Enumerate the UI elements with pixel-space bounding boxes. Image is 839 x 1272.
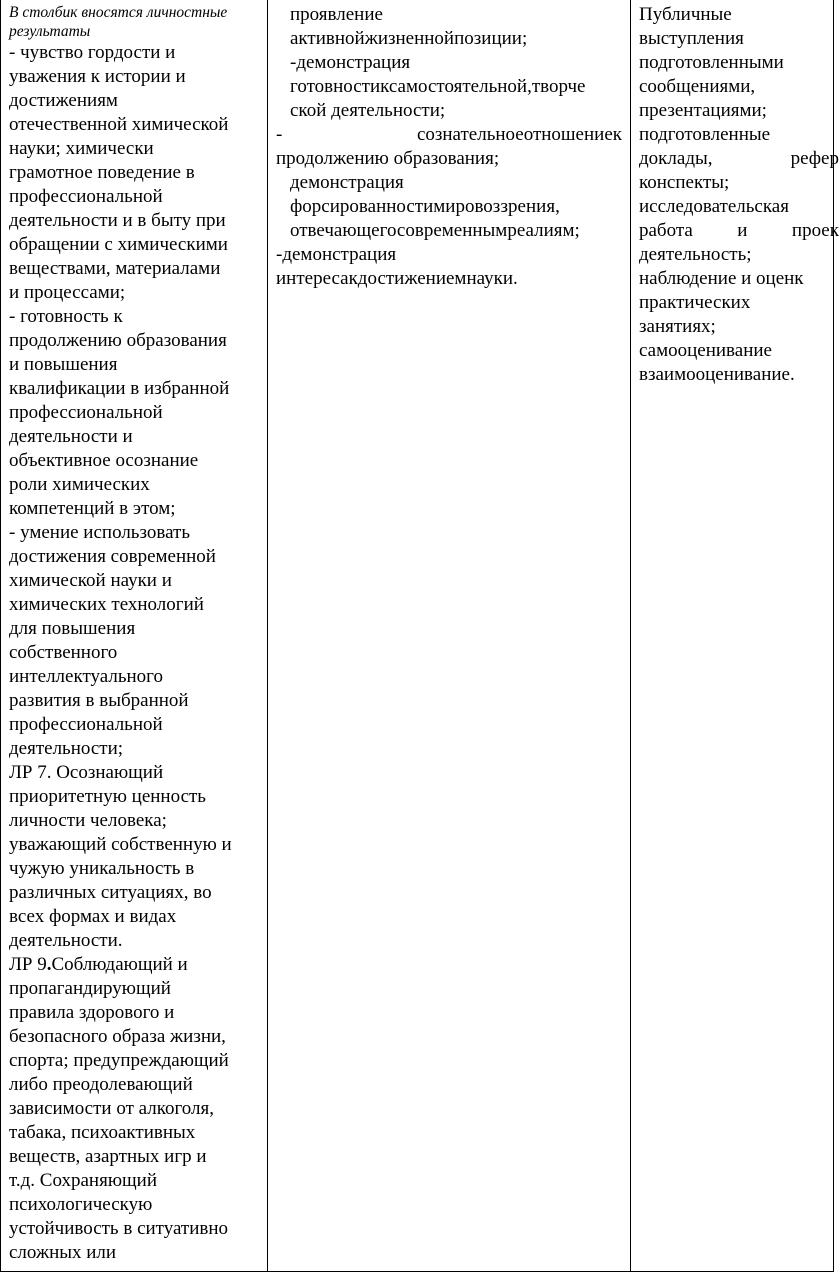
text-line: демонстрация [290,172,404,193]
text-line: презентациями; [639,100,767,121]
text-line: профессиональной [9,402,163,423]
text-line: сообщениями, [639,76,756,97]
lr9-prefix: ЛР 9 [9,954,47,975]
text-line: форсированностимировоззрения, [290,196,560,217]
text-line: деятельности и [9,426,133,447]
column-hint: В столбик вносятся личностные результаты [9,4,228,40]
text-line: ЛР 7. Осознающий [9,762,164,783]
text-line: зависимости от алкоголя, [9,1098,215,1119]
text-line: профессиональной [9,186,163,207]
text-line: табака, психоактивных [9,1122,196,1143]
text-line-justified [639,219,839,243]
assessment-forms-cell [631,0,839,1272]
text-line: отечественной химической [9,114,229,135]
text-line: спорта; предупреждающий [9,1050,229,1071]
text: рефер [790,148,839,169]
text-line: интеллектуального [9,666,163,687]
text-line: всех формах и видах [9,906,177,927]
text-line: практических [639,292,751,313]
text-line: либо преодолевающий [9,1074,193,1095]
text-line: личности человека; [9,810,167,831]
text-line: веществами, материалами [9,258,221,279]
text-line: обращении с химическими [9,234,228,255]
text-line: чужую уникальность в [9,858,195,879]
text: сознательноеотношениек [416,124,622,145]
text-line: химической науки и [9,570,172,591]
text-line: исследовательская [639,196,789,217]
text-line: деятельности и в быту при [9,210,226,231]
text-line: деятельности; [9,738,124,759]
text-line: - готовность к [9,306,123,327]
text-line: интересакдостижениемнауки. [276,268,518,289]
text-line: для повышения [9,618,136,639]
text-line: наблюдение и оценк [639,268,804,289]
text-line: достижения современной [9,546,216,567]
text-line: -демонстрация [290,52,411,73]
text-line: проявление [290,4,383,25]
text-line: и повышения [9,354,118,375]
table-row [1,0,834,1272]
text-line: психологическую [9,1194,153,1215]
text-line: уважения к истории и [9,66,186,87]
text-line: химических технологий [9,594,204,615]
text-line: собственного [9,642,118,663]
text-line: устойчивость в ситуативно [9,1218,229,1239]
text-line: грамотное поведение в [9,162,195,183]
text-line-justified [639,147,839,171]
text-line-justified [276,123,622,147]
text-line: компетенций в этом; [9,498,176,519]
text-line: сложных или [9,1242,117,1263]
text-line: правила здорового и [9,1002,175,1023]
text-line: веществ, азартных игр и [9,1146,207,1167]
text-line: выступления [639,28,744,49]
text-line: взаимооценивание. [639,364,795,385]
text-line: роли химических [9,474,150,495]
dash: - [276,124,283,145]
text-line: квалификации в избранной [9,378,230,399]
demonstration-cell [268,0,631,1272]
personal-results-cell [1,0,268,1272]
text-line: приоритетную ценность [9,786,206,807]
lr9-line [9,953,259,977]
text-line: и процессами; [9,282,126,303]
text-line: - умение использовать [9,522,190,543]
text: проек [791,220,839,241]
text-line: ской деятельности; [290,100,446,121]
text-line: продолжению образования [9,330,227,351]
text: доклады, [639,148,713,169]
text-line: конспекты; [639,172,730,193]
text-line: подготовленными [639,52,784,73]
text-line: уважающий собственную и [9,834,232,855]
text-line: отвечающегосовременнымреалиям; [290,220,580,241]
text-line: готовностиксамостоятельной,творче [290,76,586,97]
text: работа [639,220,693,241]
text-line: профессиональной [9,714,163,735]
text-line: безопасного образа жизни, [9,1026,226,1047]
text-line: деятельности. [9,930,123,951]
text: и [737,220,748,241]
text-line: -демонстрация [276,244,397,265]
text-line: продолжению образования; [276,148,500,169]
lr9-rest: Соблюдающий и [51,954,188,975]
text-line: занятиях; [639,316,716,337]
text-line: объективное осознание [9,450,199,471]
text-line: активнойжизненнойпозиции; [290,28,528,49]
text-line: различных ситуациях, во [9,882,212,903]
text-line: подготовленные [639,124,771,145]
text-line: развития в выбранной [9,690,189,711]
text-line: достижениям [9,90,118,111]
text-line: самооценивание [639,340,772,361]
text-line: Публичные [639,4,732,25]
lr9-dot: . [46,954,52,975]
text-line: науки; химически [9,138,154,159]
text-line: деятельность; [639,244,752,265]
text-line: пропагандирующий [9,978,171,999]
text-line: т.д. Сохраняющий [9,1170,157,1191]
text-line: - чувство гордости и [9,42,176,63]
